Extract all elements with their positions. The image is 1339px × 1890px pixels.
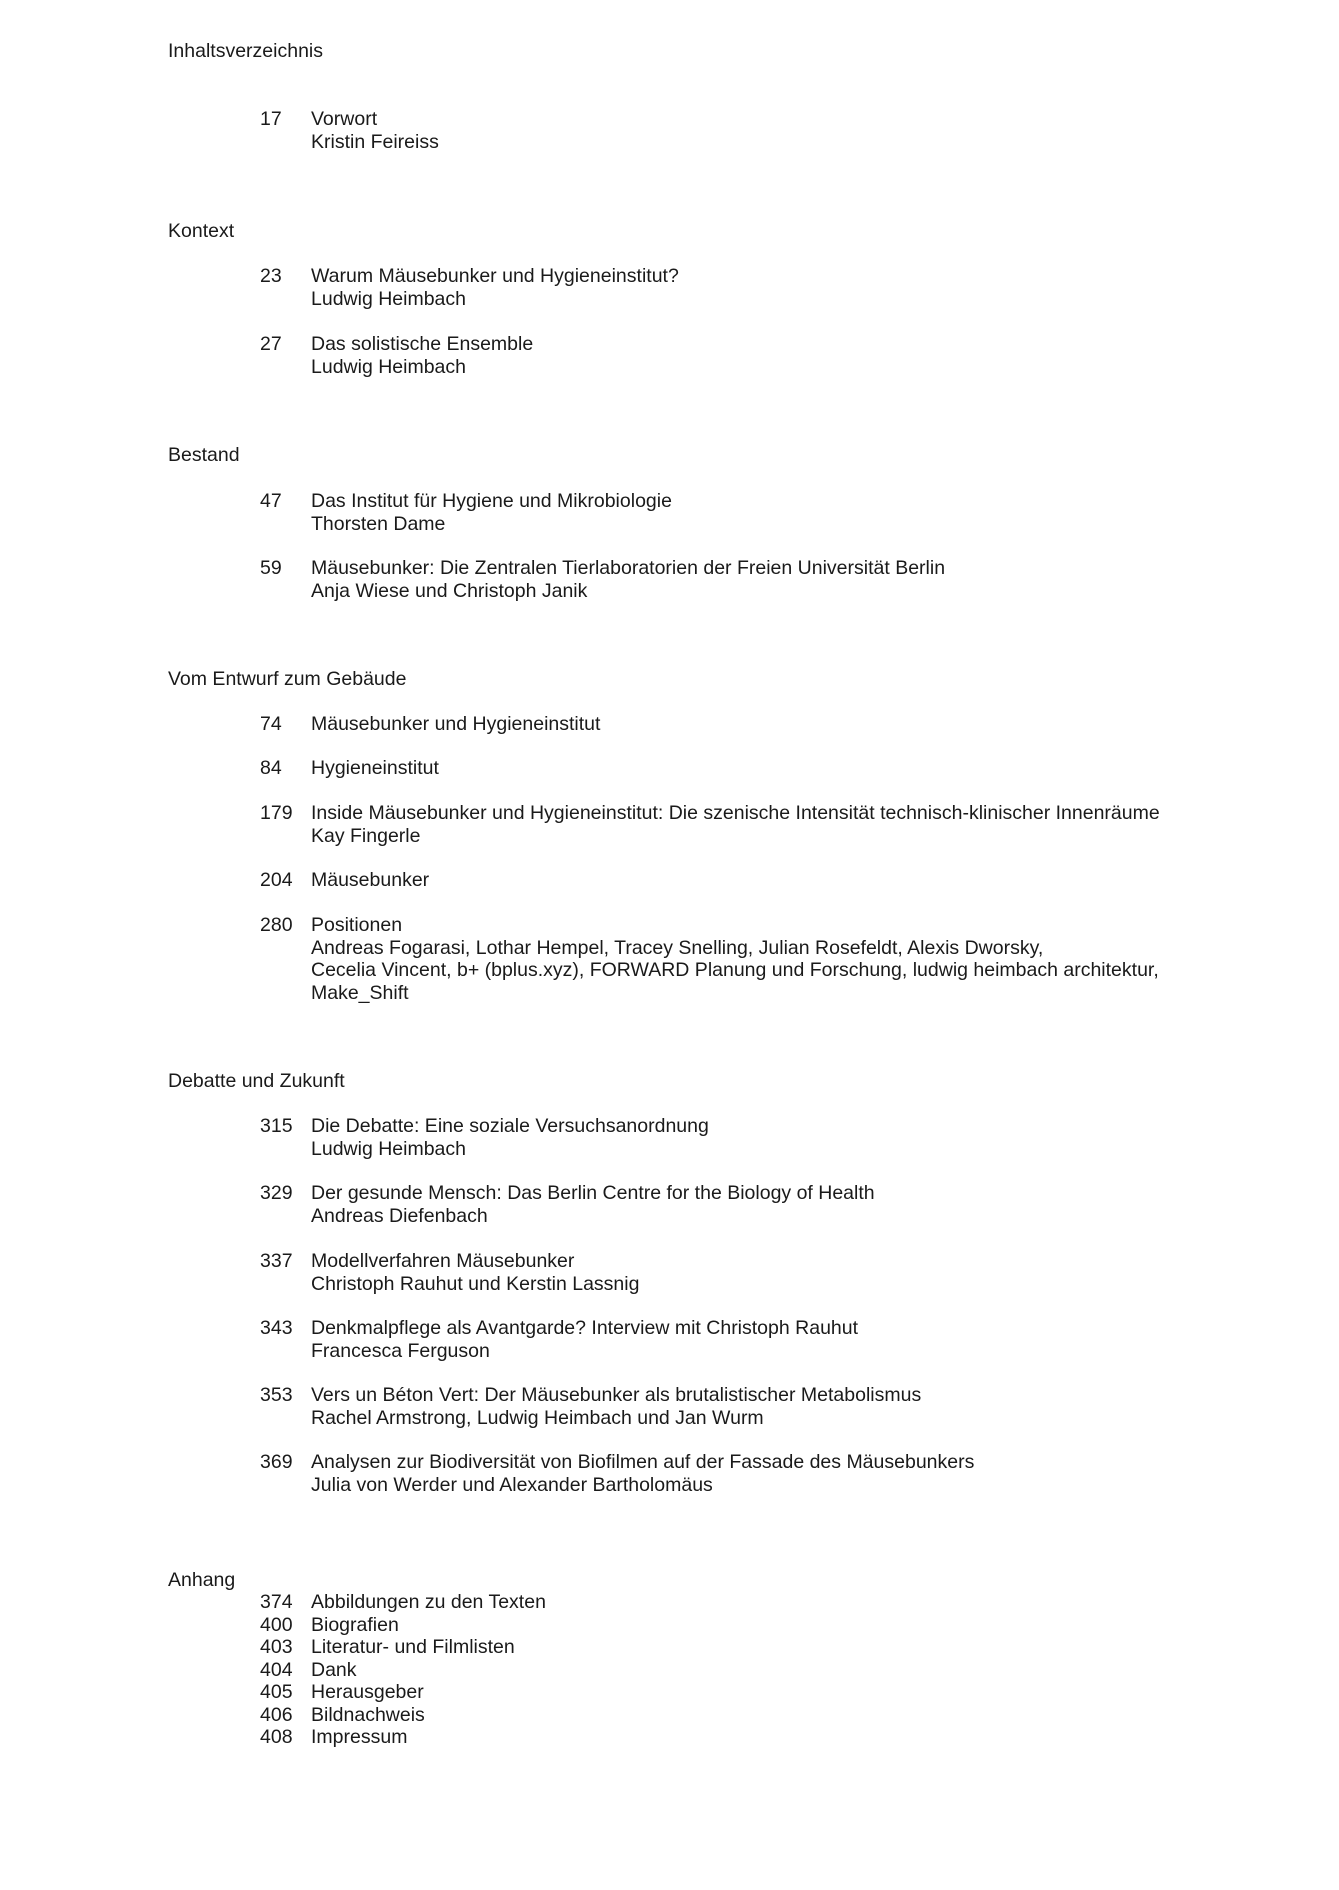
entry-author: Christoph Rauhut und Kerstin Lassnig [311, 1272, 640, 1295]
entry-title: Vorwort [311, 108, 378, 130]
section-heading-bestand: Bestand [168, 444, 240, 466]
entry-author: Kay Fingerle [311, 824, 421, 847]
entry-author-line: Andreas Fogarasi, Lothar Hempel, Tracey Snelling, Julian Rosefeldt, Alexis Dworsky, [311, 936, 1044, 959]
entry-author-line: Make_Shift [311, 981, 409, 1004]
entry-title: Der gesunde Mensch: Das Berlin Centre for the Biology of Health [311, 1182, 875, 1204]
entry-author: Andreas Diefenbach [311, 1204, 488, 1227]
entry-title: Das solistische Ensemble [311, 333, 534, 355]
entry-author: Thorsten Dame [311, 512, 446, 535]
page-number: 27 [260, 333, 282, 355]
page-number: 408 [260, 1726, 293, 1748]
entry-author: Kristin Feireiss [311, 130, 439, 153]
entry-author: Ludwig Heimbach [311, 355, 467, 378]
page-number: 47 [260, 490, 282, 512]
page-number: 315 [260, 1115, 293, 1137]
entry-title: Mäusebunker: Die Zentralen Tierlaboratorien der Freien Universität Berlin [311, 557, 946, 579]
entry-author: Ludwig Heimbach [311, 1137, 467, 1160]
page-number: 404 [260, 1658, 293, 1681]
entry-title: Modellverfahren Mäusebunker [311, 1250, 575, 1272]
entry-title: Mäusebunker und Hygieneinstitut [311, 713, 601, 735]
page-title: Inhaltsverzeichnis [168, 40, 323, 62]
page-number: 343 [260, 1317, 293, 1339]
list-item[interactable] [260, 1614, 960, 1637]
page-number: 280 [260, 914, 293, 936]
list-item[interactable] [260, 1726, 960, 1749]
page-number: 59 [260, 557, 282, 579]
list-item[interactable] [260, 1591, 960, 1614]
entry-title: Warum Mäusebunker und Hygieneinstitut? [311, 265, 679, 287]
section-heading-anhang: Anhang [168, 1569, 236, 1591]
entry-author: Ludwig Heimbach [311, 287, 467, 310]
entry-title: Die Debatte: Eine soziale Versuchsanordnung [311, 1115, 709, 1137]
page-number: 23 [260, 265, 282, 287]
page-number: 84 [260, 757, 282, 779]
entry-title: Mäusebunker [311, 869, 430, 891]
page-number: 400 [260, 1613, 293, 1636]
entry-author: Francesca Ferguson [311, 1339, 490, 1362]
entry-author-line: Cecelia Vincent, b+ (bplus.xyz), FORWARD Planung und Forschung, ludwig heimbach architektur, [311, 959, 1159, 981]
entry-title: Inside Mäusebunker und Hygieneinstitut: Die szenische Intensität technisch-klinischer Innenräume [311, 802, 1160, 824]
entry-author: Rachel Armstrong, Ludwig Heimbach und Jan Wurm [311, 1406, 764, 1429]
entry-title: Dank [311, 1658, 357, 1681]
section-heading-vom-entwurf: Vom Entwurf zum Gebäude [168, 668, 407, 690]
page-number: 329 [260, 1182, 293, 1204]
section-heading-kontext: Kontext [168, 220, 235, 242]
entry-title: Analysen zur Biodiversität von Biofilmen auf der Fassade des Mäusebunkers [311, 1451, 975, 1473]
entry-title: Impressum [311, 1726, 408, 1748]
page-number: 204 [260, 869, 293, 891]
page-number: 406 [260, 1703, 293, 1726]
page-number: 179 [260, 802, 293, 824]
page-number: 403 [260, 1636, 293, 1658]
anhang-list [260, 1591, 960, 1749]
page-number: 369 [260, 1451, 293, 1473]
list-item[interactable] [260, 1704, 960, 1727]
entry-author: Julia von Werder und Alexander Bartholomäus [311, 1473, 713, 1496]
list-item[interactable] [260, 1636, 960, 1659]
page-number: 74 [260, 713, 282, 735]
page-number: 337 [260, 1250, 293, 1272]
page-number: 353 [260, 1384, 293, 1406]
entry-title: Herausgeber [311, 1681, 424, 1703]
entry-title: Hygieneinstitut [311, 757, 439, 779]
entry-title: Abbildungen zu den Texten [311, 1591, 546, 1613]
entry-title: Biografien [311, 1613, 399, 1636]
entry-title: Positionen [311, 914, 403, 936]
list-item[interactable] [260, 1659, 960, 1682]
entry-author: Anja Wiese und Christoph Janik [311, 579, 588, 602]
page-number: 17 [260, 108, 282, 130]
entry-title: Denkmalpflege als Avantgarde? Interview mit Christoph Rauhut [311, 1317, 859, 1339]
entry-title: Literatur- und Filmlisten [311, 1636, 515, 1658]
entry-title: Das Institut für Hygiene und Mikrobiologie [311, 490, 672, 512]
page-number: 405 [260, 1681, 293, 1703]
list-item[interactable] [260, 1681, 960, 1704]
section-heading-debatte: Debatte und Zukunft [168, 1070, 345, 1092]
entry-title: Vers un Béton Vert: Der Mäusebunker als brutalistischer Metabolismus [311, 1384, 922, 1406]
page-number: 374 [260, 1591, 293, 1613]
entry-title: Bildnachweis [311, 1703, 425, 1726]
